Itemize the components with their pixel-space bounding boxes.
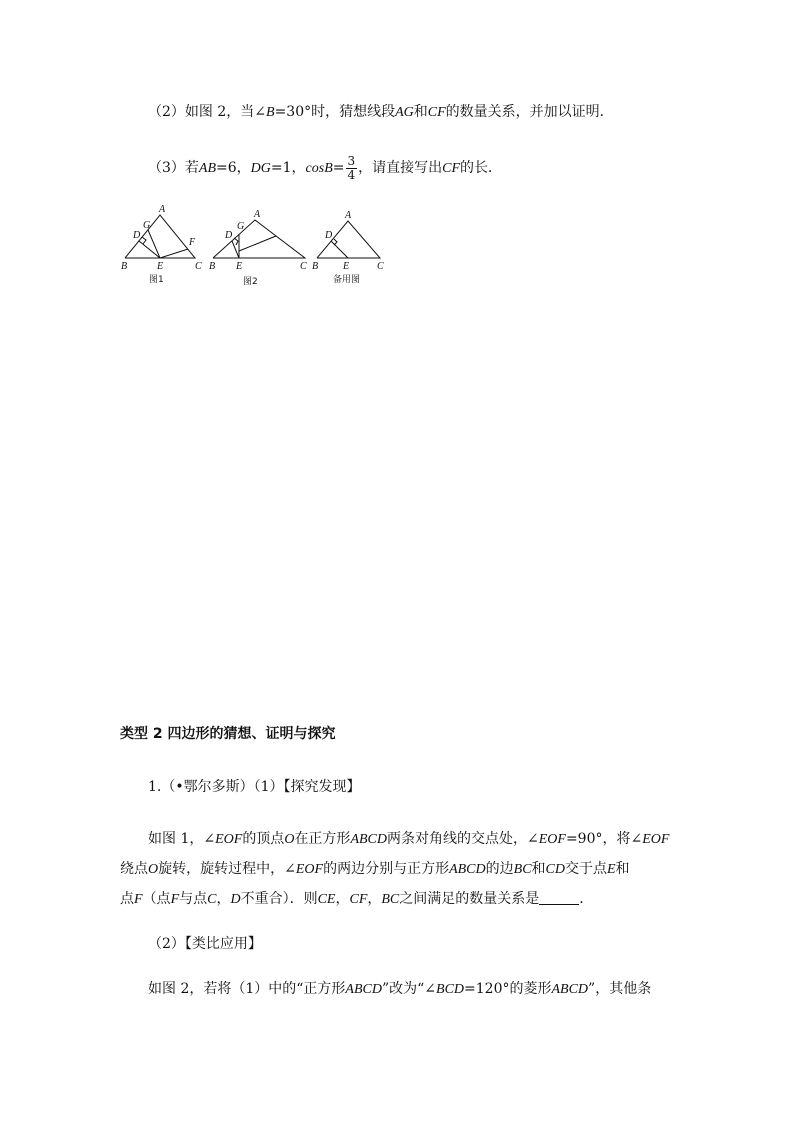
math-var: D (230, 892, 241, 907)
text-segment: 与点 (179, 891, 208, 907)
text-segment: 和 (413, 104, 428, 120)
figure-2-caption: 图2 (243, 277, 258, 287)
text-segment: 在正方形 (294, 831, 351, 847)
text-segment: 旋转，旋转过程中，∠ (158, 861, 296, 877)
label-g: G (143, 220, 151, 231)
label-d: D (133, 230, 141, 241)
text-segment: =30°时，猜想线段 (274, 104, 396, 120)
problem-1-line-3 (120, 889, 593, 910)
text-segment: 的数量关系，并加以证明． (445, 104, 614, 120)
text-segment: = (332, 160, 345, 176)
text-segment: 如图 1，∠ (148, 831, 216, 847)
geometry-figures (115, 203, 405, 293)
fig3-line-de (331, 241, 348, 258)
label-f: F (189, 237, 196, 248)
text-segment: 绕点 (120, 861, 148, 877)
text-segment: 的两边分别与正方形 (323, 861, 450, 877)
label-c: C (377, 261, 384, 272)
fig1-right-angle (142, 237, 146, 244)
math-var: F (134, 892, 143, 907)
math-var: B (266, 105, 275, 120)
text-segment: 不重合）．则 (240, 891, 318, 907)
fig2-line-ef (239, 236, 276, 251)
fraction (346, 155, 358, 182)
math-var: ABCD (345, 982, 382, 997)
text-segment: ， (367, 891, 382, 907)
figure-3-caption: 备用图 (333, 275, 361, 285)
math-var: EOF (642, 832, 670, 847)
label-a: A (159, 204, 166, 215)
fig2-line-de (232, 241, 239, 258)
answer-blank (539, 890, 579, 905)
text-segment: =6， (216, 160, 251, 176)
text-segment: 的长． (460, 160, 503, 176)
text-segment: （点 (142, 891, 171, 907)
math-var: C (207, 892, 217, 907)
math-var: BC (513, 862, 532, 877)
text-segment: 交于点 (564, 861, 607, 877)
math-var: EOF (538, 832, 566, 847)
label-d: D (225, 230, 233, 241)
problem-1-line-1 (148, 829, 669, 850)
text-segment: 之间满足的数量关系是 (399, 891, 540, 907)
question-2-text (148, 102, 614, 123)
label-a: A (254, 209, 261, 220)
math-var: DG (250, 161, 271, 176)
text-segment: ， (335, 891, 350, 907)
fraction-numerator: 3 (347, 153, 356, 168)
text-segment: （2）如图 2，当∠ (148, 104, 266, 120)
text-segment: =120°的菱形 (464, 981, 552, 997)
text-segment: 的顶点 (242, 831, 285, 847)
text-segment: ”改为“∠ (381, 981, 437, 997)
math-var: ABCD (449, 862, 486, 877)
fig1-line-ef (160, 249, 188, 258)
math-var: CF (442, 161, 461, 176)
text-segment: =1， (270, 160, 306, 176)
math-var: cosB (305, 161, 333, 176)
text-segment: （3）若 (148, 160, 199, 176)
math-var: CE (317, 892, 336, 907)
text-segment: ”，其他条 (588, 981, 652, 997)
fraction-denominator: 4 (347, 167, 356, 182)
math-var: ABCD (350, 832, 387, 847)
label-e: E (157, 261, 164, 272)
label-b: B (121, 261, 128, 272)
math-var: EOF (295, 862, 324, 877)
text-segment: 如图 2，若将（1）中的“正方形 (148, 981, 346, 997)
problem-1-line-4 (148, 979, 651, 1000)
text-segment: 的边 (485, 861, 514, 877)
math-var: ABCD (551, 982, 589, 997)
math-var: F (170, 892, 180, 907)
math-var: AB (198, 161, 217, 176)
fig2-right-angle (234, 238, 238, 245)
math-var: CF (349, 892, 368, 907)
label-b: B (312, 261, 319, 272)
label-d: D (325, 230, 333, 241)
math-var: E (606, 862, 616, 877)
text-segment: 和 (615, 861, 630, 877)
text-segment: ． (579, 891, 594, 907)
math-var: O (148, 862, 159, 877)
problem-1-line-2 (120, 859, 630, 880)
math-var: CD (545, 862, 565, 877)
problem-1-header: 1.（•鄂尔多斯）（1）【探究发现】 (148, 779, 361, 795)
label-e: E (236, 261, 243, 272)
math-var: EOF (215, 832, 243, 847)
math-var: CF (427, 105, 446, 120)
text-segment: =90°，将∠ (565, 831, 643, 847)
section-title: 类型 2 四边形的猜想、证明与探究 (120, 726, 336, 742)
question-3-text (148, 152, 502, 185)
figure-1-caption: 图1 (149, 275, 164, 285)
math-var: AG (395, 105, 414, 120)
math-var: BCD (436, 982, 465, 997)
fig3-right-angle (334, 239, 337, 245)
text-segment: ，请直接写出 (358, 160, 443, 176)
fig1-line-ge (148, 230, 160, 258)
label-b: B (209, 261, 216, 272)
label-e: E (343, 261, 350, 272)
math-var: BC (381, 892, 400, 907)
problem-1-part-2-header: （2）【类比应用】 (148, 936, 262, 952)
text-segment: 和 (531, 861, 546, 877)
text-segment: 点 (120, 891, 134, 907)
label-c: C (300, 261, 307, 272)
text-segment: 两条对角线的交点处，∠ (387, 831, 539, 847)
label-g: G (237, 221, 245, 232)
text-segment: ， (216, 891, 231, 907)
math-var: O (284, 832, 295, 847)
label-a: A (345, 210, 352, 221)
label-c: C (195, 261, 202, 272)
